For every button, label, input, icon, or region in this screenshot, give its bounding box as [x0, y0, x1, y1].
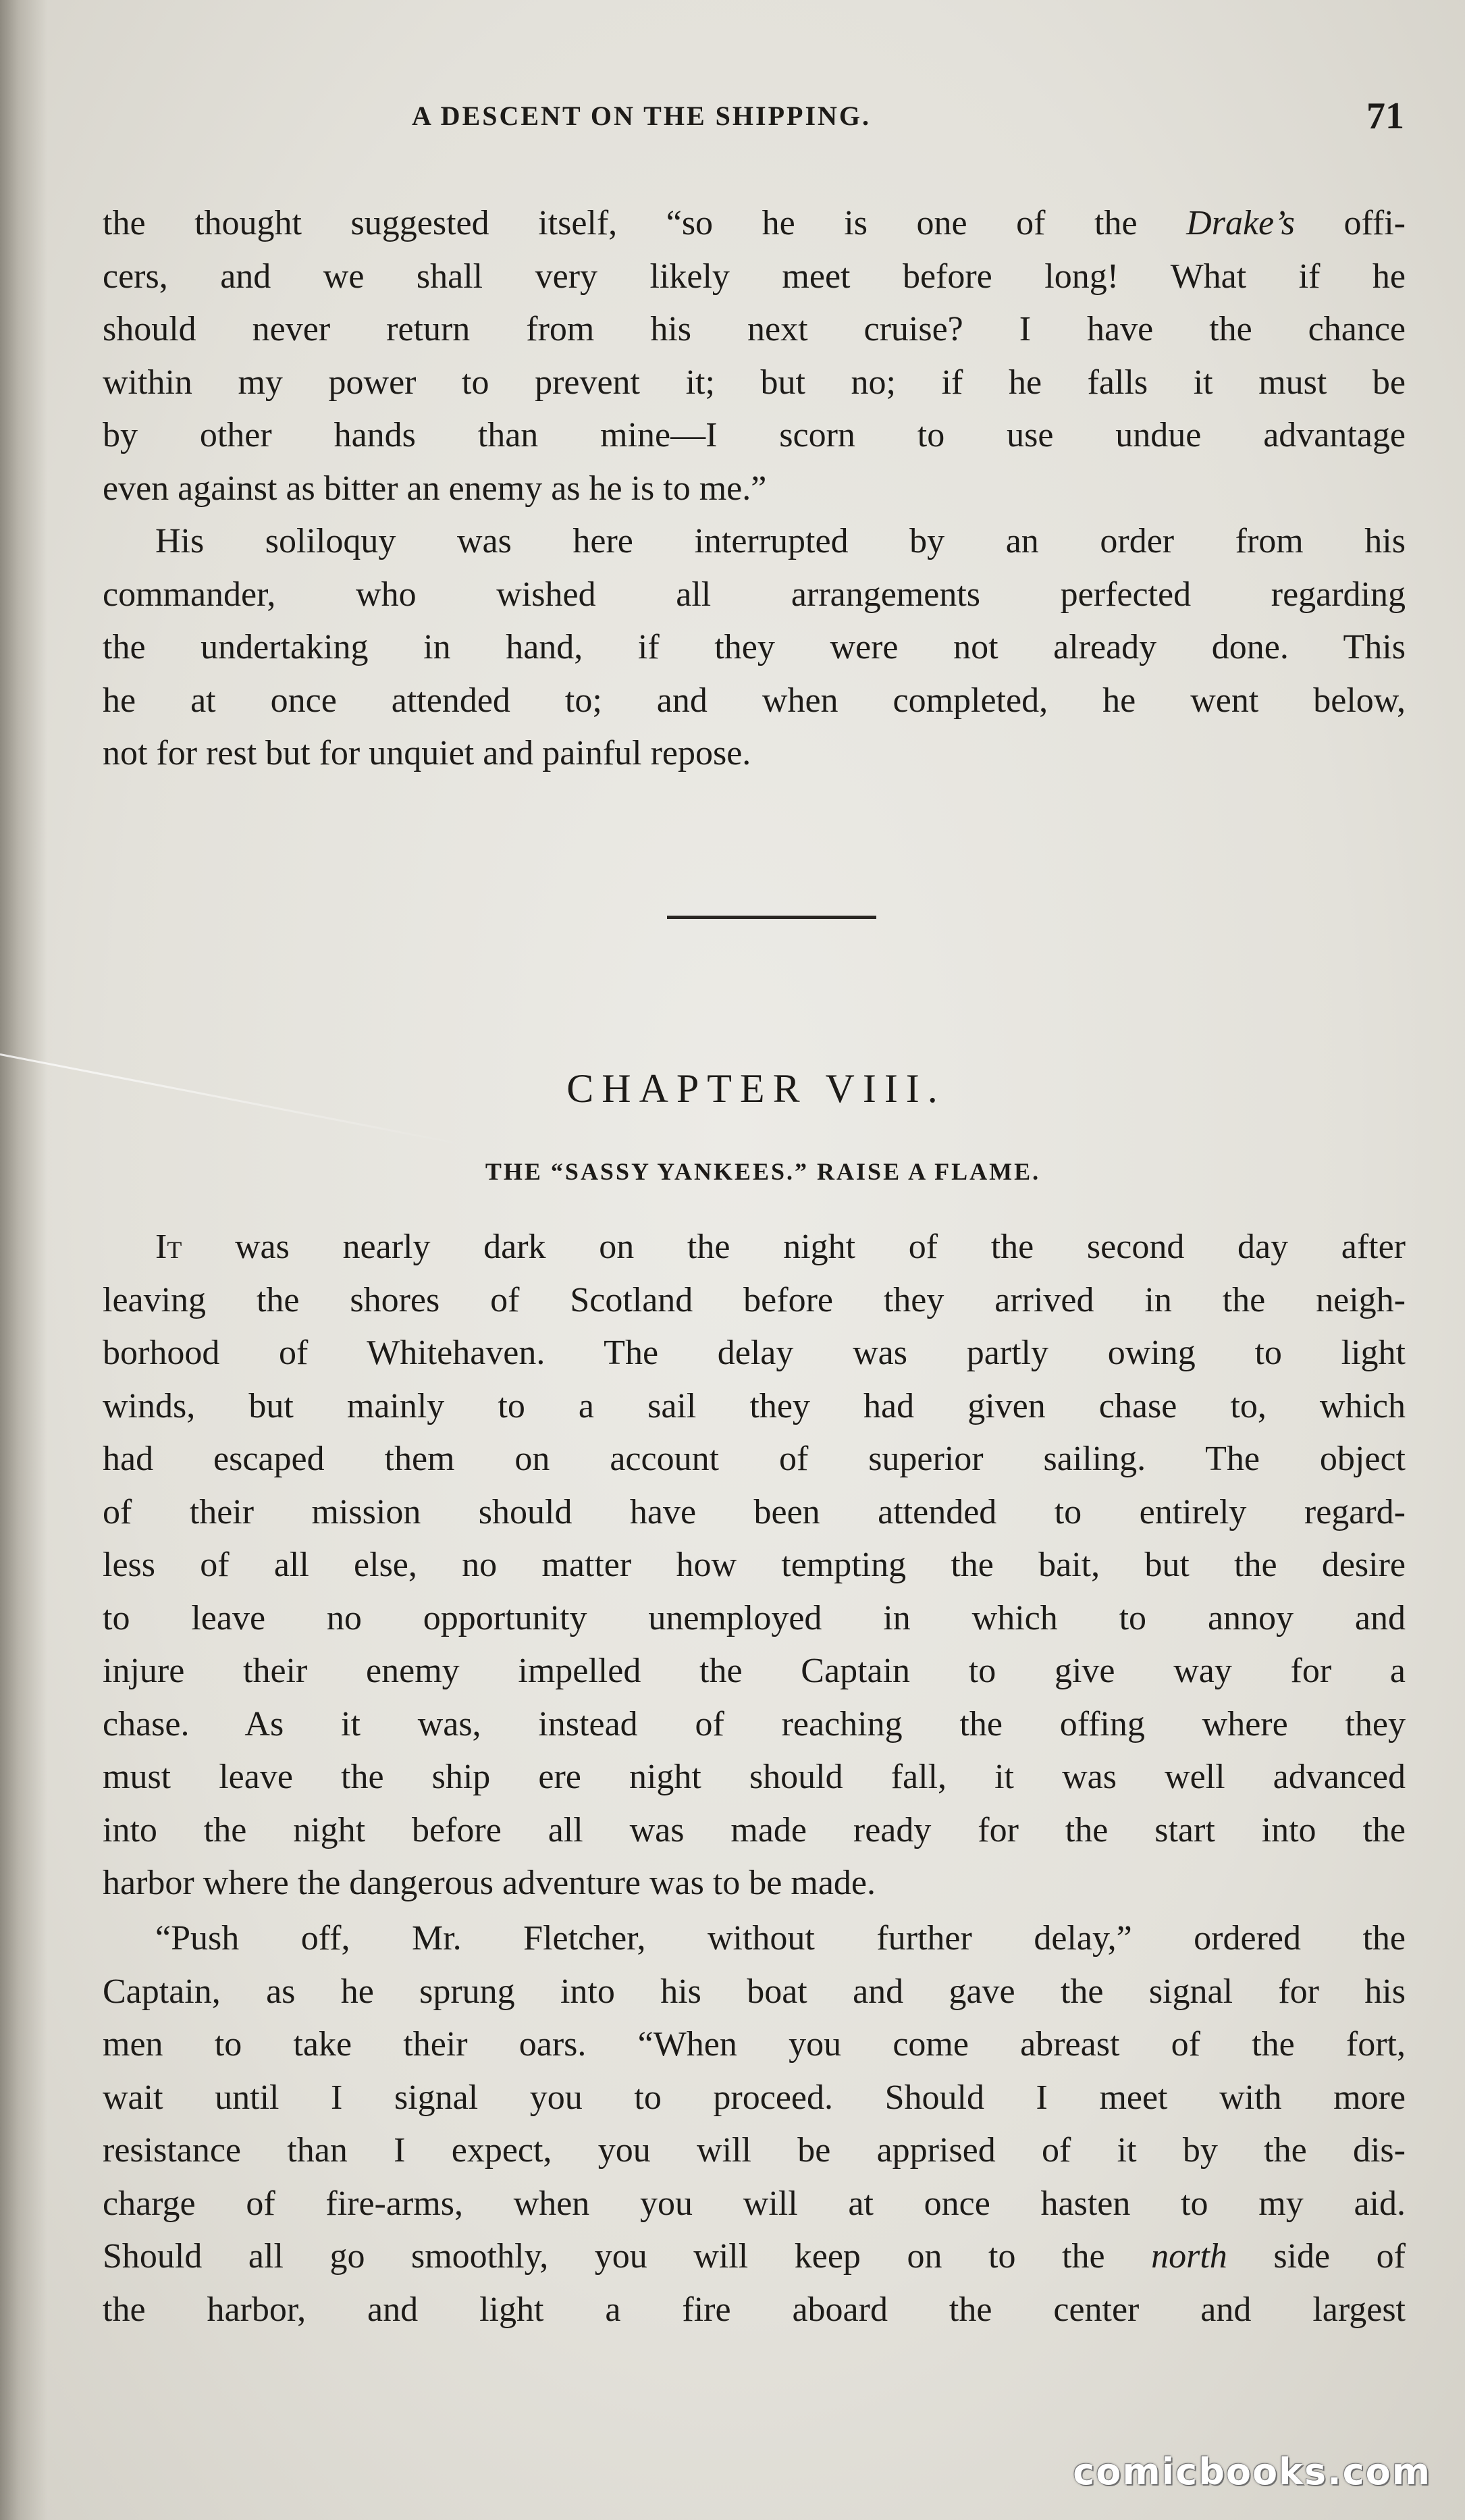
text-line: by other hands than mine—I scorn to use undue advantage: [103, 416, 1406, 454]
text-line: must leave the ship ere night should fall, it was well advanced: [103, 1758, 1406, 1796]
chapter-heading: CHAPTER VIII.: [566, 1066, 946, 1111]
watermark: comicbooks.com: [1073, 2450, 1431, 2493]
text-line: “Push off, Mr. Fletcher, without further delay,” ordered the: [155, 1919, 1406, 1958]
running-head: [101, 95, 1404, 147]
text-line: he at once attended to; and when completed, he went below,: [103, 681, 1406, 720]
dropcap-word: It: [155, 1228, 182, 1266]
paragraph-2: [103, 515, 1406, 781]
text-line: men to take their oars. “When you come abreast of the fort,: [103, 2025, 1406, 2064]
gutter-shadow: [0, 0, 47, 2520]
text-line: winds, but mainly to a sail they had given chase to, which: [103, 1386, 1406, 1425]
text-line: charge of fire-arms, when you will at once hasten to my aid.: [103, 2184, 1406, 2223]
text-line: not for rest but for unquiet and painful repose.: [103, 734, 751, 772]
text-line: leaving the shores of Scotland before they arrived in the neigh-: [103, 1280, 1406, 1319]
paragraph-1: [103, 197, 1406, 515]
page-number: 71: [1366, 95, 1404, 137]
text-line: His soliloquy was here interrupted by an order from his: [155, 522, 1406, 560]
text-line: within my power to prevent it; but no; if he falls it must be: [103, 363, 1406, 402]
text-line: the undertaking in hand, if they were not already done. This: [103, 628, 1406, 666]
text-line: had escaped them on account of superior sailing. The object: [103, 1440, 1406, 1478]
text-line: commander, who wished all arrangements perfected regarding: [103, 575, 1406, 614]
text-line: borhood of Whitehaven. The delay was partly owing to light: [103, 1334, 1406, 1372]
text-line: chase. As it was, instead of reaching the offing where they: [103, 1704, 1406, 1743]
text-line: the thought suggested itself, “so he is one of the Drake’s offi-: [103, 204, 1406, 242]
text-line: cers, and we shall very likely meet before long! What if he: [103, 257, 1406, 296]
running-head-title: A DESCENT ON THE SHIPPING.: [412, 101, 872, 131]
text-line: of their mission should have been attended to entirely regard-: [103, 1492, 1406, 1531]
text-line: It was nearly dark on the night of the second day after: [155, 1228, 1406, 1266]
text-line: even against as bitter an enemy as he is to me.”: [103, 469, 767, 508]
text-line: should never return from his next cruise? I have the chance: [103, 310, 1406, 348]
text-line: wait until I signal you to proceed. Should I meet with more: [103, 2078, 1406, 2117]
text-line: harbor where the dangerous adventure was to be made.: [103, 1864, 876, 1902]
text-line: injure their enemy impelled the Captain to give way for a: [103, 1652, 1406, 1690]
text-line: Captain, as he sprung into his boat and gave the signal for his: [103, 1972, 1406, 2011]
paragraph-3: [103, 1221, 1406, 1910]
text-line: resistance than I expect, you will be apprised of it by the dis-: [103, 2131, 1406, 2170]
text-line: to leave no opportunity unemployed in which to annoy and: [103, 1598, 1406, 1637]
section-rule: [667, 916, 876, 919]
text-line: the harbor, and light a fire aboard the center and largest: [103, 2290, 1406, 2329]
text-line: Should all go smoothly, you will keep on to the north side of: [103, 2237, 1406, 2276]
chapter-subtitle: THE “SASSY YANKEES.” RAISE A FLAME.: [485, 1158, 1041, 1185]
paragraph-4: [103, 1912, 1406, 2336]
text-line: into the night before all was made ready for the start into the: [103, 1810, 1406, 1849]
text-line: less of all else, no matter how tempting the bait, but the desire: [103, 1546, 1406, 1584]
